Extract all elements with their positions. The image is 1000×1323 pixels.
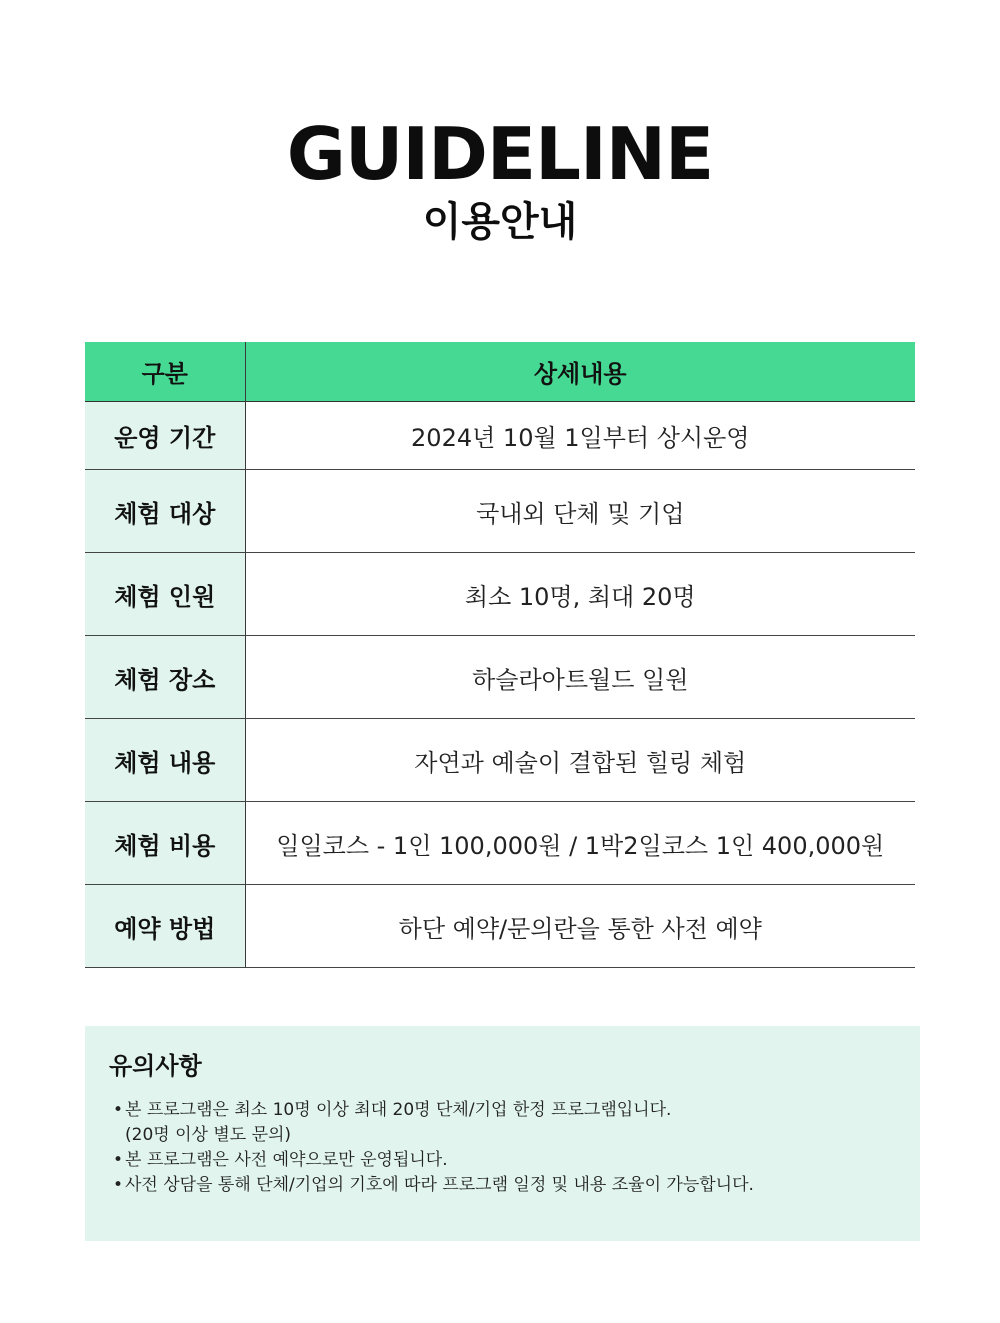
- column-header-category: 구분: [85, 342, 245, 402]
- list-item: [113, 1148, 754, 1173]
- page-title: GUIDELINE: [286, 112, 714, 196]
- notes-box: [85, 1026, 920, 1241]
- table-row: [85, 402, 915, 470]
- bullet-icon: •: [113, 1100, 124, 1120]
- table-row: [85, 636, 915, 719]
- row-label: 체험 내용: [85, 719, 245, 802]
- row-label: 체험 인원: [85, 553, 245, 636]
- table-row: [85, 719, 915, 802]
- bullet-icon: •: [113, 1150, 124, 1170]
- row-value: 자연과 예술이 결합된 힐링 체험: [245, 719, 915, 802]
- note-text: 사전 상담을 통해 단체/기업의 기호에 따라 프로그램 일정 및 내용 조율이 가능합니다.: [125, 1175, 754, 1195]
- row-value: 일일코스 - 1인 100,000원 / 1박2일코스 1인 400,000원: [245, 802, 915, 885]
- note-text: 본 프로그램은 최소 10명 이상 최대 20명 단체/기업 한정 프로그램입니다.: [125, 1100, 672, 1120]
- page-subtitle: 이용안내: [422, 199, 578, 245]
- row-label: 운영 기간: [85, 402, 245, 470]
- row-label: 체험 비용: [85, 802, 245, 885]
- table-row: [85, 553, 915, 636]
- table-header-row: [85, 342, 915, 402]
- table-row: [85, 802, 915, 885]
- table-row: [85, 470, 915, 553]
- column-header-details: 상세내용: [245, 342, 915, 402]
- row-label: 체험 대상: [85, 470, 245, 553]
- notes-list: [113, 1098, 754, 1198]
- row-value: 하단 예약/문의란을 통한 사전 예약: [245, 885, 915, 968]
- guideline-table: [85, 342, 915, 968]
- bullet-icon: •: [113, 1175, 124, 1195]
- notes-title: 유의사항: [109, 1052, 202, 1080]
- row-label: 체험 장소: [85, 636, 245, 719]
- list-item: [113, 1173, 754, 1198]
- note-text: 본 프로그램은 사전 예약으로만 운영됩니다.: [125, 1150, 448, 1170]
- list-item: [113, 1098, 754, 1148]
- row-value: 국내외 단체 및 기업: [245, 470, 915, 553]
- row-value: 2024년 10월 1일부터 상시운영: [245, 402, 915, 470]
- row-label: 예약 방법: [85, 885, 245, 968]
- table-row: [85, 885, 915, 968]
- row-value: 최소 10명, 최대 20명: [245, 553, 915, 636]
- row-value: 하슬라아트월드 일원: [245, 636, 915, 719]
- note-text: (20명 이상 별도 문의): [125, 1125, 292, 1145]
